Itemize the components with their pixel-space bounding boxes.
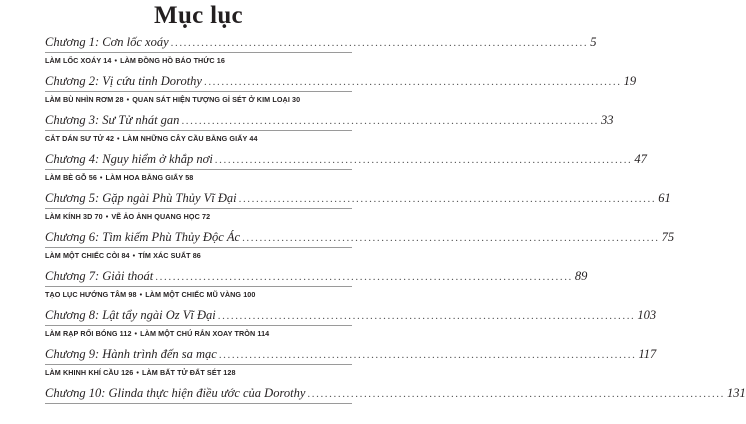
bullet-separator: • [139,290,143,299]
activity-item: LÀM HOA BẰNG GIẤY 58 [105,173,194,182]
activity-line [45,92,352,108]
chapter-line[interactable] [45,385,746,402]
chapter-line[interactable] [45,307,657,324]
toc-entry-9 [45,346,657,385]
chapter-title[interactable]: Chương 2: Vị cứu tinh Dorothy [45,74,202,88]
activity-item: LÀM NHỮNG CÂY CẦU BẰNG GIẤY 44 [122,134,258,143]
activity-item: LÀM BÙ NHÌN RƠM 28 [45,95,124,104]
chapter-title[interactable]: Chương 3: Sư Tử nhát gan [45,113,180,127]
dot-leader: ................................................................................................ [214,154,633,166]
activity-item: TẠO LỤC HƯỚNG TÂM 98 [45,290,137,299]
chapter-line[interactable] [45,151,647,168]
toc-entry-1 [45,34,597,73]
dot-leader: ................................................................................................ [155,271,573,283]
toc-entry-8 [45,307,657,346]
chapter-title[interactable]: Chương 8: Lật tẩy ngài Oz Vĩ Đại [45,308,216,322]
chapter-page-number: 117 [638,347,657,361]
activity-item: LÀM KÍNH 3D 70 [45,212,103,221]
activity-item: LÀM MỘT CHIẾC MŨ VÀNG 100 [145,290,256,299]
bullet-separator: • [134,329,138,338]
page-title: Mục lục [154,2,243,29]
bullet-separator: • [117,134,120,143]
bullet-separator: • [136,368,139,377]
chapter-title[interactable]: Chương 4: Nguy hiểm ở khắp nơi [45,152,213,166]
chapter-divider [45,403,352,404]
bullet-separator: • [99,173,103,182]
activity-item: VẼ ẢO ẢNH QUANG HỌC 72 [111,212,211,221]
chapter-page-number: 131 [727,386,746,400]
table-of-contents [45,34,746,424]
activity-line [45,365,352,381]
dot-leader: ................................................................................................ [170,37,589,49]
chapter-line[interactable] [45,229,675,246]
bullet-separator: • [105,212,109,221]
activity-item: LÀM RẠP RỐI BÓNG 112 [45,329,132,338]
chapter-line[interactable] [45,112,614,129]
dot-leader: ................................................................................................ [238,193,657,205]
dot-leader: ................................................................................................ [242,232,660,244]
chapter-page-number: 75 [661,230,675,244]
chapter-line[interactable] [45,190,671,207]
chapter-line[interactable] [45,346,657,363]
toc-entry-5 [45,190,671,229]
chapter-title[interactable]: Chương 5: Gặp ngài Phù Thủy Vĩ Đại [45,191,237,205]
chapter-title[interactable]: Chương 9: Hành trình đến sa mạc [45,347,217,361]
bullet-separator: • [126,95,130,104]
chapter-page-number: 61 [658,191,671,205]
toc-entry-3 [45,112,614,151]
activity-item: TÍM XÁC SUẤT 86 [138,251,201,260]
toc-entry-4 [45,151,647,190]
chapter-page-number: 89 [574,269,588,283]
activity-line [45,209,352,225]
activity-line [45,131,352,147]
toc-entry-6 [45,229,675,268]
activity-line [45,287,352,303]
chapter-title[interactable]: Chương 1: Cơn lốc xoáy [45,35,169,49]
activity-item: LÀM BẤT TỬ ĐẤT SÉT 128 [141,368,236,377]
activity-item: LÀM KHINH KHÍ CẦU 126 [45,368,134,377]
activity-item: QUAN SÁT HIỆN TƯỢNG GỈ SÉT Ở KIM LOẠI 30 [132,95,301,104]
bullet-separator: • [132,251,136,260]
chapter-line[interactable] [45,73,637,90]
chapter-page-number: 33 [601,113,614,127]
bullet-separator: • [114,56,118,65]
activity-item: LÀM ĐỒNG HỒ BÁO THỨC 16 [120,56,225,65]
activity-line [45,326,352,342]
activity-item: LÀM BÈ GỖ 56 [45,173,97,182]
toc-page [45,0,746,400]
dot-leader: ................................................................................................ [218,349,637,361]
toc-entry-2 [45,73,637,112]
toc-entry-10 [45,385,746,424]
chapter-page-number: 5 [590,35,597,49]
activity-item: LÀM MỘT CHIẾC CÒI 84 [45,251,130,260]
activity-item: LÀM LỐC XOÁY 14 [45,56,112,65]
chapter-title[interactable]: Chương 6: Tìm kiếm Phù Thủy Độc Ác [45,230,241,244]
chapter-title[interactable]: Chương 10: Glinda thực hiện điều ước của Dorothy [45,386,306,400]
activity-line [45,53,352,69]
activity-line [45,248,352,264]
chapter-line[interactable] [45,268,588,285]
dot-leader: ................................................................................................ [181,115,600,127]
dot-leader: ................................................................................................ [307,388,725,400]
dot-leader: ................................................................................................ [217,310,636,322]
activity-item: CẮT DÁN SƯ TỬ 42 [45,134,115,143]
chapter-page-number: 47 [634,152,647,166]
chapter-line[interactable] [45,34,597,51]
toc-entry-7 [45,268,588,307]
activity-line [45,170,352,186]
chapter-title[interactable]: Chương 7: Giải thoát [45,269,154,283]
chapter-page-number: 19 [623,74,637,88]
dot-leader: ................................................................................................ [203,76,622,88]
chapter-page-number: 103 [637,308,657,322]
activity-item: LÀM MỘT CHÚ RẮN XOAY TRÒN 114 [140,329,270,338]
